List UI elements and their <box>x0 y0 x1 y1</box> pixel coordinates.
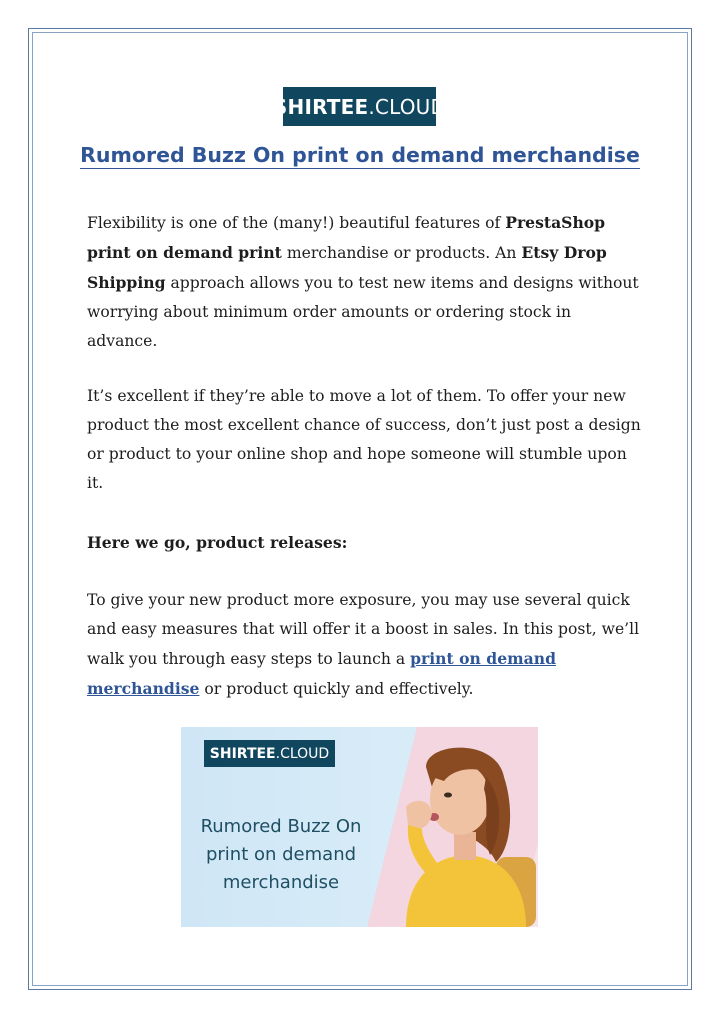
promo-image <box>181 727 538 927</box>
promo-logo-part1: SHIRTEE <box>209 745 276 762</box>
page-title <box>0 143 720 167</box>
logo-text <box>273 95 446 119</box>
p1-text-3: approach allows you to test new items and designs without worrying about minimum order amounts or ordering stock in advance. <box>87 274 639 350</box>
p1-bold-2: Etsy Drop Shipping <box>87 243 607 292</box>
promo-headline <box>181 813 381 897</box>
print-on-demand-link[interactable]: print on demand merchandise <box>87 649 556 698</box>
page-title-text: Rumored Buzz On print on demand merchandise <box>80 143 640 167</box>
section-heading: Here we go, product releases: <box>87 533 348 552</box>
logo-part1: SHIRTEE <box>272 94 369 119</box>
promo-logo-part2: .CLOUD <box>275 745 330 762</box>
paragraph-1 <box>87 208 642 356</box>
logo-part2: .CLOUD <box>368 94 447 119</box>
paragraph-2: It’s excellent if they’re able to move a lot of them. To offer your new product the most excellent chance of success, don’t just post a design or product to your online shop and hope someone will stumble upon it. <box>87 387 641 492</box>
shirtee-logo <box>272 87 447 126</box>
p4-text-2: or product quickly and effectively. <box>199 680 474 698</box>
girl-illustration-icon <box>386 737 538 927</box>
promo-line-1: Rumored Buzz On <box>200 816 362 837</box>
promo-line-3: merchandise <box>222 872 340 893</box>
paragraph-4 <box>87 586 642 704</box>
p1-text-2: merchandise or products. An <box>281 244 522 262</box>
p1-bold-1: PrestaShop print on demand print <box>87 213 606 262</box>
p1-text-1: Flexibility is one of the (many!) beautiful features of <box>87 214 506 232</box>
p4-text-1: To give your new product more exposure, you may use several quick and easy measures that will offer it a boost in sales. In this post, we’ll walk you through easy steps to launch a <box>87 591 640 668</box>
promo-logo <box>204 740 335 767</box>
promo-line-2: print on demand <box>205 844 357 865</box>
promo-logo-text <box>210 746 329 762</box>
